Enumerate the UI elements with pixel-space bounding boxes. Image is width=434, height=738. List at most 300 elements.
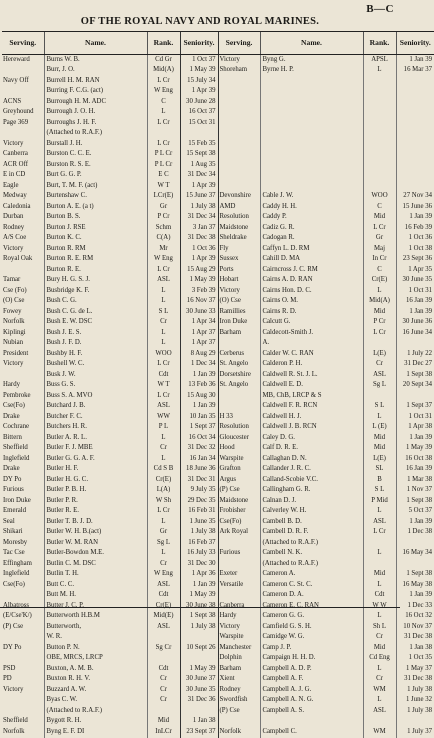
cell-seniority-right: 1 Oct 31 bbox=[396, 412, 434, 423]
cell-name-left: Butler G. G. A. F. bbox=[44, 454, 147, 465]
cell-rank-right: L(E) bbox=[363, 349, 396, 360]
cell-seniority-left: 15 Aug 30 bbox=[180, 391, 218, 402]
cell-seniority-right: 1 May 39 bbox=[396, 444, 434, 455]
table-row bbox=[2, 475, 434, 486]
cell-ship-left: Albatross bbox=[3, 601, 30, 609]
cell-name-left: W. R. bbox=[44, 633, 147, 644]
cell-name-left: OBE, MRCS, LRCP bbox=[44, 654, 147, 665]
cell-seniority-left: 31 Dec 31 bbox=[180, 475, 218, 486]
cell-name-right: Caldwell F. R. RCN bbox=[260, 402, 363, 413]
cell-seniority-right bbox=[396, 559, 434, 570]
cell-seniority-left: 13 Feb 36 bbox=[180, 381, 218, 392]
table-row bbox=[2, 580, 434, 591]
cell-ship-right: Maidstone bbox=[218, 223, 260, 234]
cell-seniority-right bbox=[396, 150, 434, 161]
cell-name-left: Buxton R. H. V. bbox=[44, 675, 147, 686]
cell-rank-left: W Sh bbox=[147, 496, 180, 507]
cell-rank-left: L Cr bbox=[147, 507, 180, 518]
cell-ship-left: (P) Cse bbox=[3, 622, 24, 630]
cell-name-right: Campbell A. F. bbox=[260, 675, 363, 686]
cell-ship-right: Xient bbox=[218, 675, 260, 686]
cell-name-right: Cairns R. D. bbox=[260, 307, 363, 318]
cell-name-right: Campbell A. D. P. bbox=[260, 664, 363, 675]
cell-seniority-left: 1 Apr 34 bbox=[180, 318, 218, 329]
cell-seniority-right bbox=[396, 129, 434, 140]
cell-seniority-left: 1 Apr 39 bbox=[180, 87, 218, 98]
cell-rank-right: L bbox=[363, 696, 396, 707]
cell-rank-right: ASL bbox=[363, 517, 396, 528]
table-row bbox=[2, 654, 434, 665]
cell-rank-left: Cd S B bbox=[147, 465, 180, 476]
cell-ship-right: Barham bbox=[218, 664, 260, 675]
cell-ship-right: Fly bbox=[218, 244, 260, 255]
cell-name-right: Cairns O. M. bbox=[260, 297, 363, 308]
cell-rank-right bbox=[363, 139, 396, 150]
cell-name-right: Caldwell H. J. bbox=[260, 412, 363, 423]
cell-rank-left: L Cr bbox=[147, 118, 180, 129]
cell-ship-left: Tamar bbox=[3, 276, 21, 284]
cell-name-left: Buzzard A. W. bbox=[44, 685, 147, 696]
cell-seniority-left: 1 Oct 36 bbox=[180, 244, 218, 255]
cell-name-left: Burrough J. O. H. bbox=[44, 108, 147, 119]
cell-seniority-left: 15 Aug 29 bbox=[180, 265, 218, 276]
cell-rank-left: L Cr bbox=[147, 360, 180, 371]
cell-seniority-left: 30 June 35 bbox=[180, 685, 218, 696]
table-row bbox=[2, 528, 434, 539]
cell-seniority-left: 1 July 38 bbox=[180, 202, 218, 213]
table-row bbox=[2, 507, 434, 518]
cell-ship-left: Bittern bbox=[3, 433, 22, 441]
cell-seniority-left: 1 Jan 39 bbox=[180, 580, 218, 591]
cell-ship-left: Rodney bbox=[3, 223, 25, 231]
cell-ship-left bbox=[2, 633, 44, 644]
cell-seniority-right: 1 Jan 38 bbox=[396, 643, 434, 654]
cell-name-right: Calderon P. H. bbox=[260, 360, 363, 371]
cell-rank-right: In Cr bbox=[363, 255, 396, 266]
cell-seniority-left: 29 Dec 35 bbox=[180, 496, 218, 507]
cell-ship-right: Frobisher bbox=[218, 507, 260, 518]
cell-seniority-left: 30 June 37 bbox=[180, 675, 218, 686]
cell-name-right: Caley D. G. bbox=[260, 433, 363, 444]
table-row bbox=[2, 213, 434, 224]
cell-rank-right: Mid bbox=[363, 643, 396, 654]
cell-name-left: Buss S. A. MVO bbox=[44, 391, 147, 402]
table-row bbox=[2, 423, 434, 434]
cell-name-left: Butcher F. C. bbox=[44, 412, 147, 423]
cell-seniority-left: 31 Dec 36 bbox=[180, 696, 218, 707]
cell-ship-left: Caledonia bbox=[3, 202, 31, 210]
cell-rank-right: L bbox=[363, 664, 396, 675]
cell-name-left: Burr, J. O. bbox=[44, 66, 147, 77]
table-row bbox=[2, 265, 434, 276]
cell-seniority-left: 1 Jan 39 bbox=[180, 370, 218, 381]
cell-ship-left bbox=[2, 654, 44, 665]
cell-rank-left: L bbox=[147, 286, 180, 297]
cell-ship-left bbox=[2, 706, 44, 717]
table-row bbox=[2, 223, 434, 234]
cell-seniority-right bbox=[396, 171, 434, 182]
cell-rank-left: L Cr bbox=[147, 265, 180, 276]
cell-name-left: Butler H. G. C. bbox=[44, 475, 147, 486]
cell-ship-left: Tac Cse bbox=[3, 549, 25, 557]
column-header-seniority-right: Seniority. bbox=[396, 32, 434, 55]
cell-rank-left bbox=[147, 706, 180, 717]
cell-rank-left: Cr bbox=[147, 696, 180, 707]
cell-name-right bbox=[260, 87, 363, 98]
cell-rank-right bbox=[363, 118, 396, 129]
cell-seniority-right: 1 Sept 38 bbox=[396, 496, 434, 507]
cell-rank-right: Mid bbox=[363, 213, 396, 224]
cell-rank-right: Cr bbox=[363, 360, 396, 371]
cell-ship-right: Rodney bbox=[218, 685, 260, 696]
cell-name-left: Burton R. E. bbox=[44, 265, 147, 276]
cell-rank-right: L(E) bbox=[363, 454, 396, 465]
cell-seniority-right bbox=[396, 76, 434, 87]
cell-seniority-left: 23 Sept 37 bbox=[180, 727, 218, 738]
cell-name-right: Cambell N. K. bbox=[260, 549, 363, 560]
cell-name-right: Calland-Scobie V.C. bbox=[260, 475, 363, 486]
table-row bbox=[2, 664, 434, 675]
cell-ship-right: Resolution bbox=[218, 213, 260, 224]
cell-seniority-right: 1 May 37 bbox=[396, 664, 434, 675]
table-row bbox=[2, 255, 434, 266]
cell-ship-left: Page 369 bbox=[3, 118, 29, 126]
cell-name-left: Bushby H. F. bbox=[44, 349, 147, 360]
cell-rank-left: L bbox=[147, 339, 180, 350]
cell-seniority-right: 16 June 34 bbox=[396, 328, 434, 339]
table-row bbox=[2, 717, 434, 728]
cell-name-left: Byas C. W. bbox=[44, 696, 147, 707]
cell-rank-right: L Cr bbox=[363, 328, 396, 339]
cell-seniority-left: 10 Jan 35 bbox=[180, 412, 218, 423]
cell-seniority-right: 1 Mar 38 bbox=[396, 475, 434, 486]
cell-ship-left bbox=[2, 591, 44, 602]
cell-name-left: Butler-Bowdon M.E. bbox=[44, 549, 147, 560]
cell-ship-right: Furious bbox=[218, 549, 260, 560]
cell-rank-left: P L Cr bbox=[147, 150, 180, 161]
table-row bbox=[2, 349, 434, 360]
table-row bbox=[2, 465, 434, 476]
cell-rank-left: Cr bbox=[147, 685, 180, 696]
cell-ship-left: Drake bbox=[3, 412, 20, 420]
cell-name-right: Cameron E. C. RAN bbox=[260, 601, 363, 612]
cell-seniority-right: 16 Jan 39 bbox=[396, 465, 434, 476]
cell-rank-left: Cr bbox=[147, 675, 180, 686]
cell-name-left: Butter J. C. P. bbox=[44, 601, 147, 612]
cell-rank-left: Cr(E) bbox=[147, 601, 180, 612]
cell-rank-right: L Cr bbox=[363, 528, 396, 539]
table-row bbox=[2, 454, 434, 465]
cell-seniority-left: 1 Apr 37 bbox=[180, 339, 218, 350]
cell-seniority-right bbox=[396, 87, 434, 98]
cell-name-right: Callander J. R. C. bbox=[260, 465, 363, 476]
cell-rank-left: InLCr bbox=[147, 727, 180, 738]
cell-rank-right: L bbox=[363, 412, 396, 423]
cell-rank-left: WOO bbox=[147, 349, 180, 360]
table-row bbox=[2, 433, 434, 444]
cell-name-left: Busk J. W. bbox=[44, 370, 147, 381]
cell-name-right bbox=[260, 171, 363, 182]
cell-seniority-left: 10 Sept 26 bbox=[180, 643, 218, 654]
cell-ship-left: Cse (Fo) bbox=[3, 286, 27, 294]
cell-rank-left: LCr(E) bbox=[147, 192, 180, 203]
table-row bbox=[2, 66, 434, 77]
cell-rank-left: L bbox=[147, 433, 180, 444]
cell-seniority-left: 1 July 38 bbox=[180, 528, 218, 539]
table-row bbox=[2, 591, 434, 602]
cell-ship-right: Dolphin bbox=[218, 654, 260, 665]
cell-rank-left: Cd Gr bbox=[147, 55, 180, 66]
cell-name-left: Burton K. C. bbox=[44, 234, 147, 245]
cell-name-right bbox=[260, 150, 363, 161]
cell-ship-right: Ports bbox=[218, 265, 260, 276]
cell-ship-left: Seal bbox=[3, 517, 15, 525]
cell-name-right: Campbell C. bbox=[260, 727, 363, 738]
cell-name-left: Byng E. F. DI bbox=[44, 727, 147, 738]
cell-seniority-left: 16 Feb 31 bbox=[180, 507, 218, 518]
cell-name-left: Butchers H. R. bbox=[44, 423, 147, 434]
cell-name-right: Caldwell J. B. RCN bbox=[260, 423, 363, 434]
table-row bbox=[2, 402, 434, 413]
cell-rank-left: Cr bbox=[147, 318, 180, 329]
cell-ship-left: President bbox=[3, 349, 29, 357]
cell-name-right: Cable J. W. bbox=[260, 192, 363, 203]
table-row bbox=[2, 139, 434, 150]
cell-seniority-right bbox=[396, 339, 434, 350]
cell-name-left: Burton R. E. RM bbox=[44, 255, 147, 266]
cell-name-left: Bush E. W. DSC bbox=[44, 318, 147, 329]
cell-rank-left: Gr bbox=[147, 202, 180, 213]
cell-ship-right bbox=[218, 171, 260, 182]
cell-seniority-right bbox=[396, 538, 434, 549]
table-row bbox=[2, 339, 434, 350]
cell-name-left: Busbridge K. F. bbox=[44, 286, 147, 297]
cell-rank-left: C bbox=[147, 97, 180, 108]
cell-seniority-left: 16 July 33 bbox=[180, 549, 218, 560]
cell-seniority-right bbox=[396, 108, 434, 119]
cell-name-right: Camp J. P. bbox=[260, 643, 363, 654]
cell-rank-right: Sh L bbox=[363, 622, 396, 633]
cell-seniority-left: 1 Aug 35 bbox=[180, 160, 218, 171]
cell-seniority-right: 31 Dec 38 bbox=[396, 675, 434, 686]
cell-rank-right: Gr bbox=[363, 234, 396, 245]
column-header-seniority-left: Seniority. bbox=[180, 32, 218, 55]
cell-rank-right bbox=[363, 717, 396, 728]
cell-rank-left: ASL bbox=[147, 622, 180, 633]
cell-seniority-right: 1 Apr 38 bbox=[396, 423, 434, 434]
column-header-name-left: Name. bbox=[44, 32, 147, 55]
cell-ship-right: (P) Cse bbox=[218, 486, 260, 497]
cell-name-right: Cambell D. R. F. bbox=[260, 528, 363, 539]
cell-name-right bbox=[260, 717, 363, 728]
cell-ship-left: DY Po bbox=[3, 643, 22, 651]
cell-name-right bbox=[260, 76, 363, 87]
cell-rank-right: Mid bbox=[363, 444, 396, 455]
cell-name-left: Butterworth H.B.M bbox=[44, 612, 147, 623]
table-row bbox=[2, 559, 434, 570]
cell-seniority-right: 1 Jan 39 bbox=[396, 55, 434, 66]
table-row bbox=[2, 192, 434, 203]
cell-rank-right: L bbox=[363, 612, 396, 623]
cell-seniority-left: 1 May 39 bbox=[180, 66, 218, 77]
column-header-rank-left: Rank. bbox=[147, 32, 180, 55]
cell-rank-right bbox=[363, 559, 396, 570]
cell-seniority-right: 16 Oct 38 bbox=[396, 454, 434, 465]
cell-ship-left: PSD bbox=[3, 664, 16, 672]
cell-ship-left: Eagle bbox=[3, 181, 19, 189]
cell-name-right: Calnan D. J. bbox=[260, 496, 363, 507]
cell-seniority-right: 1 July 22 bbox=[396, 349, 434, 360]
table-row bbox=[2, 276, 434, 287]
cell-rank-left: Cr bbox=[147, 559, 180, 570]
cell-rank-left: Mid(E) bbox=[147, 612, 180, 623]
cell-ship-right bbox=[218, 559, 260, 570]
cell-rank-left: L Cr bbox=[147, 139, 180, 150]
table-row bbox=[2, 55, 434, 66]
cell-seniority-left: 30 June 33 bbox=[180, 307, 218, 318]
cell-name-left: Burrough H. M. ADC bbox=[44, 97, 147, 108]
cell-ship-right bbox=[218, 150, 260, 161]
cell-seniority-right: 31 Dec 38 bbox=[396, 633, 434, 644]
cell-rank-left: W Eng bbox=[147, 570, 180, 581]
table-row bbox=[2, 108, 434, 119]
cell-name-left: Butler H. F. bbox=[44, 465, 147, 476]
table-row bbox=[2, 318, 434, 329]
cell-ship-left: Norfolk bbox=[3, 727, 25, 735]
cell-rank-left: Cr(E) bbox=[147, 475, 180, 486]
cell-rank-left: P L bbox=[147, 423, 180, 434]
cell-name-left: Burstall J. H. bbox=[44, 139, 147, 150]
cell-rank-left: ASL bbox=[147, 402, 180, 413]
cell-rank-right: Cd Eng bbox=[363, 654, 396, 665]
cell-rank-right: L bbox=[363, 507, 396, 518]
cell-seniority-left: 8 Aug 29 bbox=[180, 349, 218, 360]
cell-name-left: Butler P. B. H. bbox=[44, 486, 147, 497]
table-row bbox=[2, 727, 434, 738]
cell-seniority-right: 30 June 35 bbox=[396, 276, 434, 287]
cell-ship-right: Victory bbox=[218, 55, 260, 66]
cell-name-right bbox=[260, 181, 363, 192]
cell-ship-right bbox=[218, 97, 260, 108]
cell-rank-right: ASL bbox=[363, 706, 396, 717]
cell-rank-left: Gr bbox=[147, 528, 180, 539]
cell-name-left: Burton A. E. (a t) bbox=[44, 202, 147, 213]
table-row bbox=[2, 538, 434, 549]
cell-seniority-left: 15 June 37 bbox=[180, 192, 218, 203]
cell-rank-right bbox=[363, 339, 396, 350]
cell-rank-right bbox=[363, 76, 396, 87]
cell-ship-right: Ark Royal bbox=[218, 528, 260, 539]
cell-ship-right bbox=[218, 391, 260, 402]
cell-rank-right: C bbox=[363, 202, 396, 213]
cell-rank-right: Maj bbox=[363, 244, 396, 255]
cell-ship-left: Victory bbox=[3, 685, 24, 693]
cell-seniority-left: 16 Feb 37 bbox=[180, 538, 218, 549]
cell-ship-right: Hood bbox=[218, 444, 260, 455]
table-row bbox=[2, 181, 434, 192]
cell-seniority-left: 1 Dec 34 bbox=[180, 360, 218, 371]
cell-rank-left: C(A) bbox=[147, 234, 180, 245]
cell-ship-left: PD bbox=[3, 675, 12, 683]
officer-rows bbox=[2, 55, 434, 738]
cell-rank-left: WW bbox=[147, 412, 180, 423]
cell-seniority-left: 1 May 39 bbox=[180, 591, 218, 602]
table-row bbox=[2, 118, 434, 129]
cell-seniority-right: 10 Nov 37 bbox=[396, 622, 434, 633]
cell-name-right bbox=[260, 118, 363, 129]
cell-rank-right: C bbox=[363, 265, 396, 276]
cell-seniority-left: 16 Oct 37 bbox=[180, 108, 218, 119]
column-header-row bbox=[2, 32, 434, 55]
cell-rank-left: L(A) bbox=[147, 486, 180, 497]
cell-rank-left: L bbox=[147, 454, 180, 465]
cell-ship-right bbox=[218, 108, 260, 119]
cell-rank-right: S L bbox=[363, 486, 396, 497]
cell-seniority-left: 1 Apr 36 bbox=[180, 570, 218, 581]
cell-name-right: Cameron C. St. C. bbox=[260, 580, 363, 591]
cell-ship-left: Sheffield bbox=[3, 444, 28, 452]
cell-ship-right: Iron Duke bbox=[218, 318, 260, 329]
table-row bbox=[2, 328, 434, 339]
cell-seniority-right: 1 Apr 35 bbox=[396, 265, 434, 276]
cell-name-right: Caldwell E. D. bbox=[260, 381, 363, 392]
cell-ship-right bbox=[218, 339, 260, 350]
cell-rank-left: Sg L bbox=[147, 538, 180, 549]
cell-ship-left bbox=[2, 87, 44, 98]
cell-rank-right: P Cr bbox=[363, 318, 396, 329]
cell-ship-right: Exeter bbox=[218, 570, 260, 581]
cell-name-left: Buss G. S. bbox=[44, 381, 147, 392]
cell-ship-left bbox=[2, 129, 44, 140]
cell-seniority-right: 27 Nov 34 bbox=[396, 192, 434, 203]
cell-name-left: Butler P. R. bbox=[44, 496, 147, 507]
cell-seniority-right bbox=[396, 181, 434, 192]
cell-name-left: Burston C. C. E. bbox=[44, 150, 147, 161]
cell-name-right: Caddy H. H. bbox=[260, 202, 363, 213]
cell-ship-left: Cse(Fo) bbox=[3, 402, 25, 410]
table-row bbox=[2, 171, 434, 182]
cell-ship-left: Moresby bbox=[3, 538, 28, 546]
cell-ship-left bbox=[2, 370, 44, 381]
cell-name-left: Bush C. G. de L. bbox=[44, 307, 147, 318]
cell-ship-right: Shoreham bbox=[218, 66, 260, 77]
cell-rank-left: W T bbox=[147, 181, 180, 192]
cell-name-right: (Attached to R.A.F.) bbox=[260, 559, 363, 570]
cell-name-left: Burton B. S. bbox=[44, 213, 147, 224]
cell-seniority-left: 1 June 35 bbox=[180, 517, 218, 528]
cell-rank-right bbox=[363, 108, 396, 119]
cell-seniority-right bbox=[396, 97, 434, 108]
cell-rank-right: SL bbox=[363, 465, 396, 476]
cell-ship-right: (O) Cse bbox=[218, 297, 260, 308]
cell-seniority-right: 1 Nov 37 bbox=[396, 486, 434, 497]
column-header-ship-left: Serving. bbox=[2, 32, 44, 55]
cell-seniority-left: 1 May 39 bbox=[180, 276, 218, 287]
cell-seniority-right: 16 Oct 32 bbox=[396, 612, 434, 623]
cell-ship-right: (P) Cse bbox=[218, 706, 260, 717]
cell-seniority-right: 1 Oct 36 bbox=[396, 234, 434, 245]
cell-rank-right: Mid bbox=[363, 433, 396, 444]
table-row bbox=[2, 360, 434, 371]
cell-rank-right: Cr(E) bbox=[363, 276, 396, 287]
cell-name-left: Burton R. RM bbox=[44, 244, 147, 255]
cell-seniority-right: 20 Sept 34 bbox=[396, 381, 434, 392]
cell-ship-left: DY Po bbox=[3, 475, 22, 483]
cell-name-right: Cadiz G. R. bbox=[260, 223, 363, 234]
cell-ship-right: Canberra bbox=[218, 601, 260, 612]
cell-name-left: Burtenshaw C. bbox=[44, 192, 147, 203]
cell-ship-left: Hereward bbox=[3, 55, 30, 63]
